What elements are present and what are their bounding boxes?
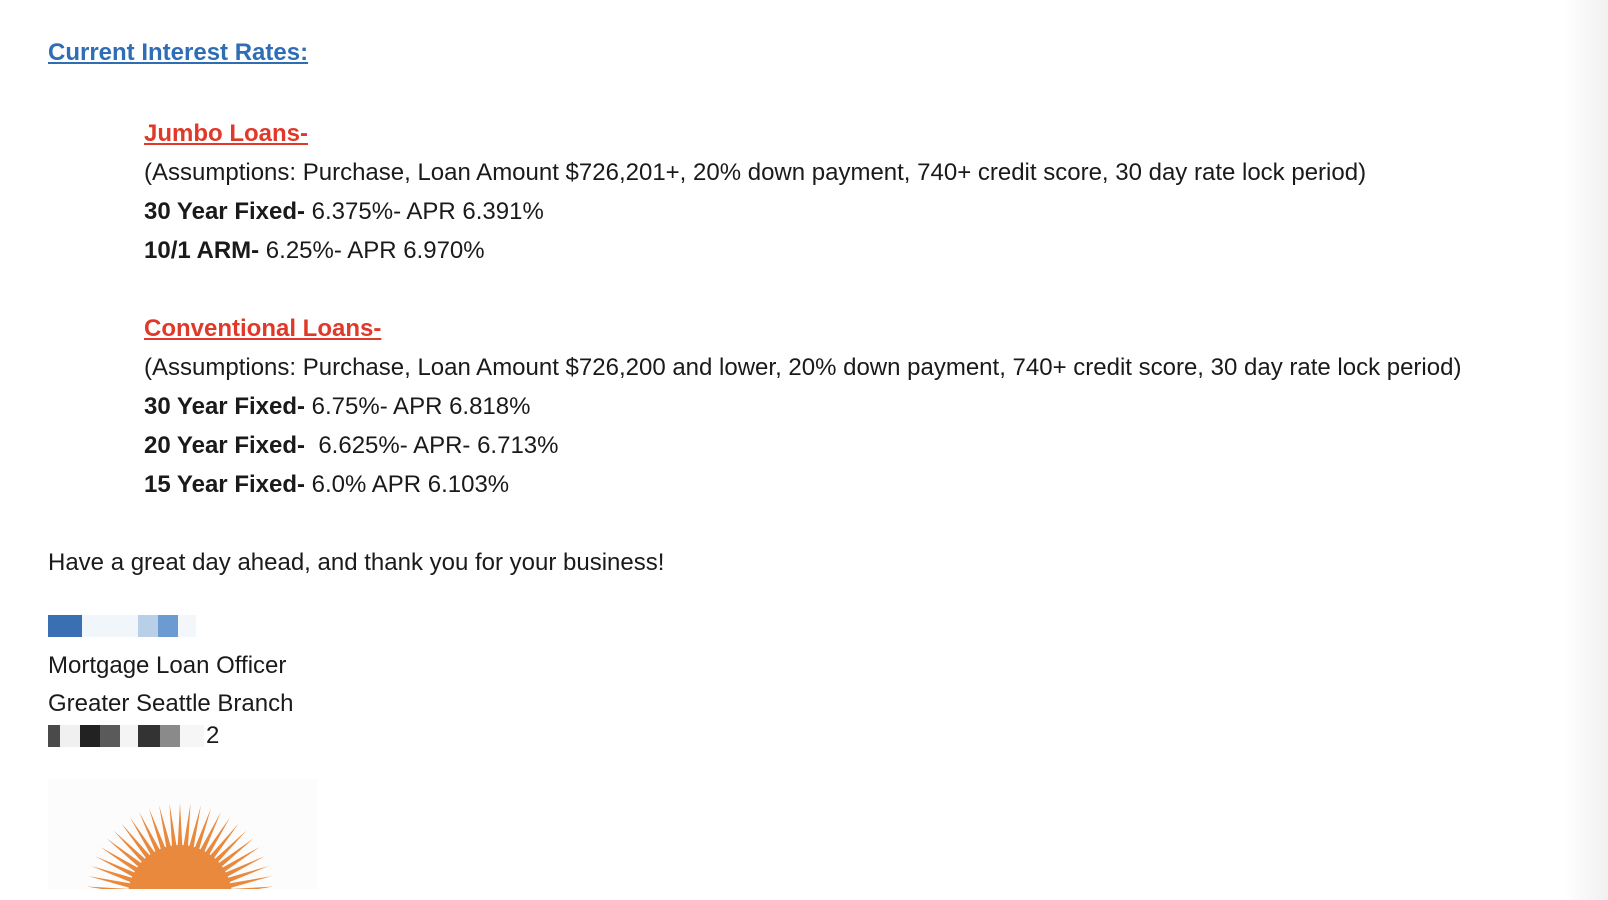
signature-block	[48, 615, 1568, 889]
window-edge-shadow	[1564, 0, 1608, 900]
email-body	[48, 36, 1568, 889]
sunburst-logo-icon	[48, 779, 318, 889]
rate-line	[144, 426, 1568, 465]
rate-value: 6.375%- APR 6.391%	[305, 198, 544, 225]
redacted-phone	[48, 722, 1568, 749]
signature-branch: Greater Seattle Branch	[48, 690, 294, 717]
rate-value: 6.625%- APR- 6.713%	[305, 432, 559, 459]
rate-label: 30 Year Fixed-	[144, 198, 305, 225]
conventional-loans-section	[144, 309, 1568, 504]
conventional-assumptions: (Assumptions: Purchase, Loan Amount $726,200 and lower, 20% down payment, 740+ credit score, 30 day rate lock period)	[144, 354, 1462, 381]
rate-value: 6.75%- APR 6.818%	[305, 393, 531, 420]
jumbo-loans-title[interactable]: Jumbo Loans-	[144, 120, 309, 147]
closing-message: Have a great day ahead, and thank you for your business!	[48, 549, 665, 576]
rate-label: 15 Year Fixed-	[144, 471, 305, 498]
rate-line	[144, 387, 1568, 426]
jumbo-loans-section	[144, 114, 1568, 270]
phone-suffix: 2	[206, 722, 220, 749]
rate-line	[144, 192, 1568, 231]
signature-title: Mortgage Loan Officer	[48, 652, 287, 679]
conventional-loans-title[interactable]: Conventional Loans-	[144, 315, 382, 342]
jumbo-assumptions: (Assumptions: Purchase, Loan Amount $726,201+, 20% down payment, 740+ credit score, 30 day rate lock period)	[144, 159, 1367, 186]
rate-label: 30 Year Fixed-	[144, 393, 305, 420]
rate-line	[144, 465, 1568, 504]
rate-label: 20 Year Fixed-	[144, 432, 305, 459]
rate-label: 10/1 ARM-	[144, 237, 260, 264]
rate-value: 6.25%- APR 6.970%	[259, 237, 485, 264]
company-logo	[48, 779, 318, 889]
redacted-name	[48, 615, 1568, 637]
rates-heading[interactable]: Current Interest Rates:	[48, 39, 309, 66]
rate-value: 6.0% APR 6.103%	[305, 471, 510, 498]
rate-line	[144, 231, 1568, 270]
